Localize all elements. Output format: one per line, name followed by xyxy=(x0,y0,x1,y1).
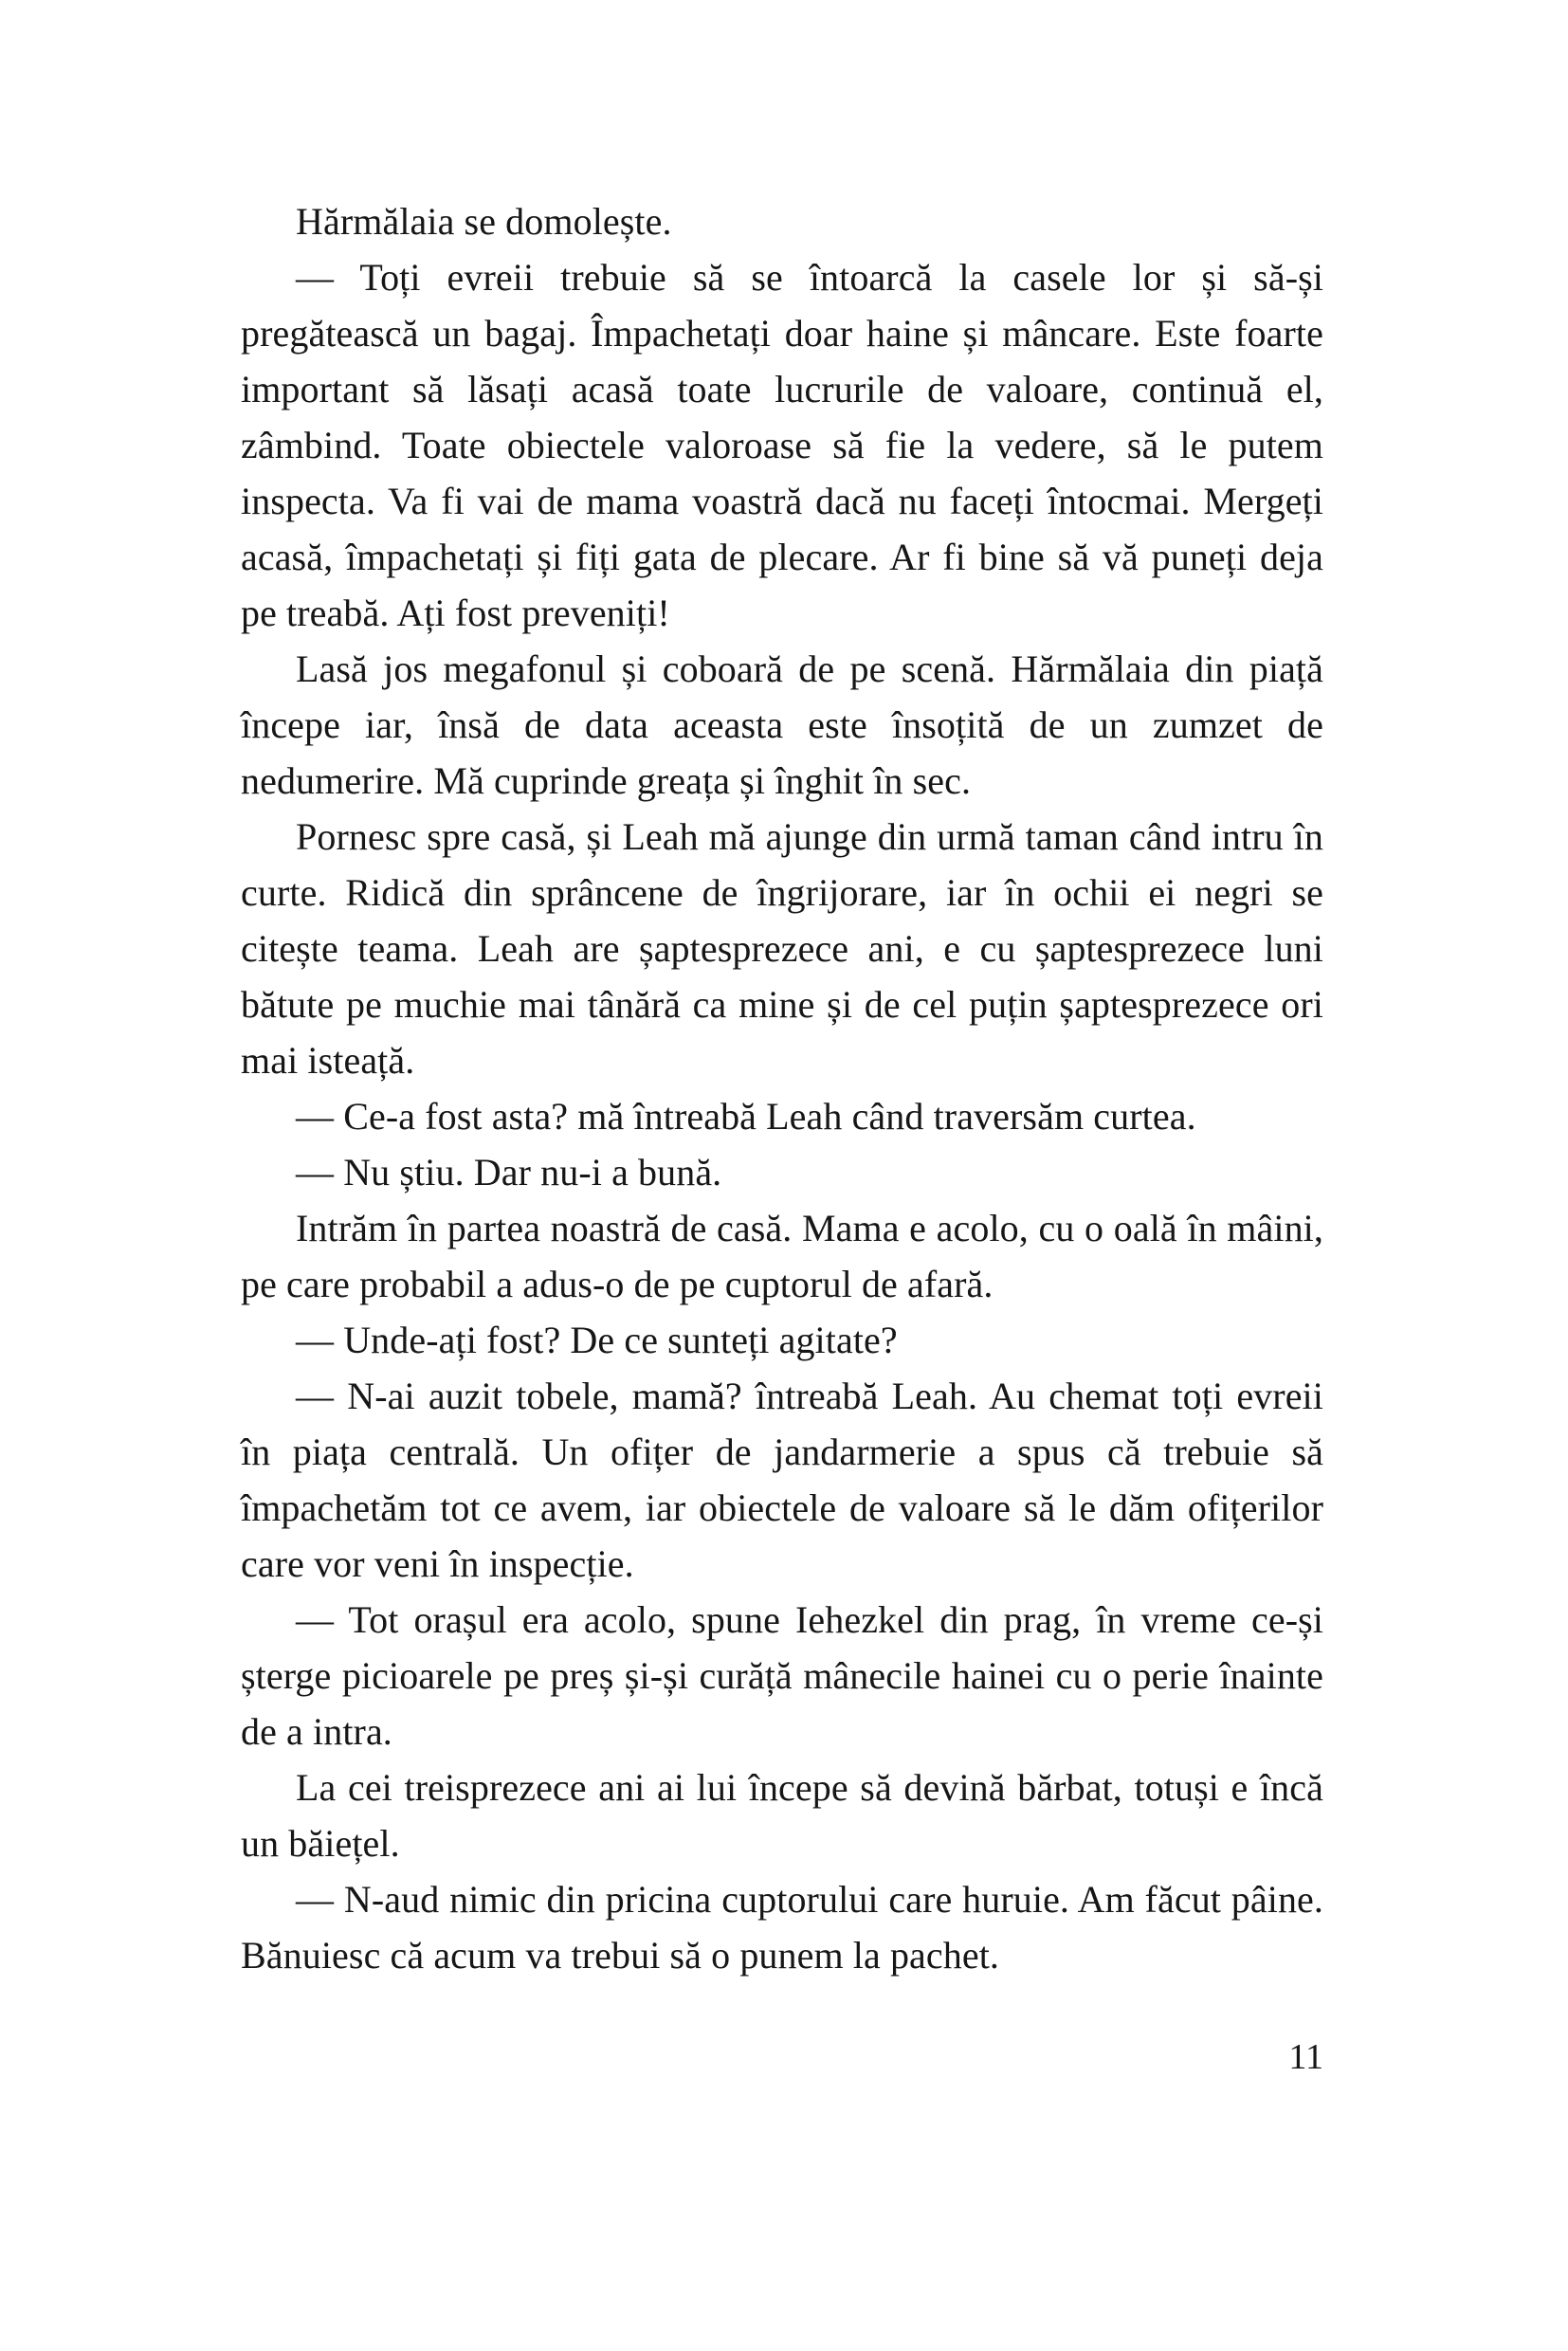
paragraph: — Ce-a fost asta? mă întreabă Leah când traversăm curtea. xyxy=(296,1095,1196,1138)
paragraph: — Tot orașul era acolo, spune Iehezkel din prag, în vreme ce-și șterge picioarele pe preș și-și curăță mânecile hainei cu o perie înainte de a intra. xyxy=(241,1598,1323,1753)
paragraph: — Nu știu. Dar nu-i a bună. xyxy=(296,1151,722,1194)
paragraph: La cei treisprezece ani ai lui începe să devină bărbat, totuși e încă un băiețel. xyxy=(241,1766,1323,1865)
paragraph: Hărmălaia se domolește. xyxy=(296,200,672,243)
paragraph: — N-aud nimic din pricina cuptorului care huruie. Am făcut pâine. Bănuiesc că acum va trebui să o punem la pachet. xyxy=(241,1878,1323,1977)
paragraph: Intrăm în partea noastră de casă. Mama e acolo, cu o oală în mâini, pe care probabil a adus-o de pe cuptorul de afară. xyxy=(241,1207,1323,1305)
body-text xyxy=(241,193,1323,1983)
paragraph: — N-ai auzit tobele, mamă? întreabă Leah. Au chemat toți evreii în piața centrală. Un ofițer de jandarmerie a spus că trebuie să împachetăm tot ce avem, iar obiectele de valoare să le dăm ofițerilor care vor veni în inspecție. xyxy=(241,1375,1323,1585)
paragraph: Pornesc spre casă, și Leah mă ajunge din urmă taman când intru în curte. Ridică din sprâncene de îngrijorare, iar în ochii ei negri se citește teama. Leah are șaptesprezece ani, e cu șaptesprezece luni bătute pe muchie mai tânără ca mine și de cel puțin șaptesprezece ori mai isteață. xyxy=(241,815,1323,1082)
paragraph: — Unde-ați fost? De ce sunteți agitate? xyxy=(296,1319,898,1361)
paragraph: — Toți evreii trebuie să se întoarcă la casele lor și să-și pregătească un bagaj. Împachetați doar haine și mâncare. Este foarte important să lăsați acasă toate lucrurile de valoare, continuă el, zâmbind. Toate obiectele valoroase să fie la vedere, să le putem inspecta. Va fi vai de mama voastră dacă nu faceți întocmai. Mergeți acasă, împachetați și fiți gata de plecare. Ar fi bine să vă puneți deja pe treabă. Ați fost preveniți! xyxy=(241,256,1323,634)
paragraph: Lasă jos megafonul și coboară de pe scenă. Hărmălaia din piață începe iar, însă de data aceasta este însoțită de un zumzet de nedumerire. Mă cuprinde greața și înghit în sec. xyxy=(241,647,1323,802)
page-number: 11 xyxy=(1288,2037,1323,2077)
